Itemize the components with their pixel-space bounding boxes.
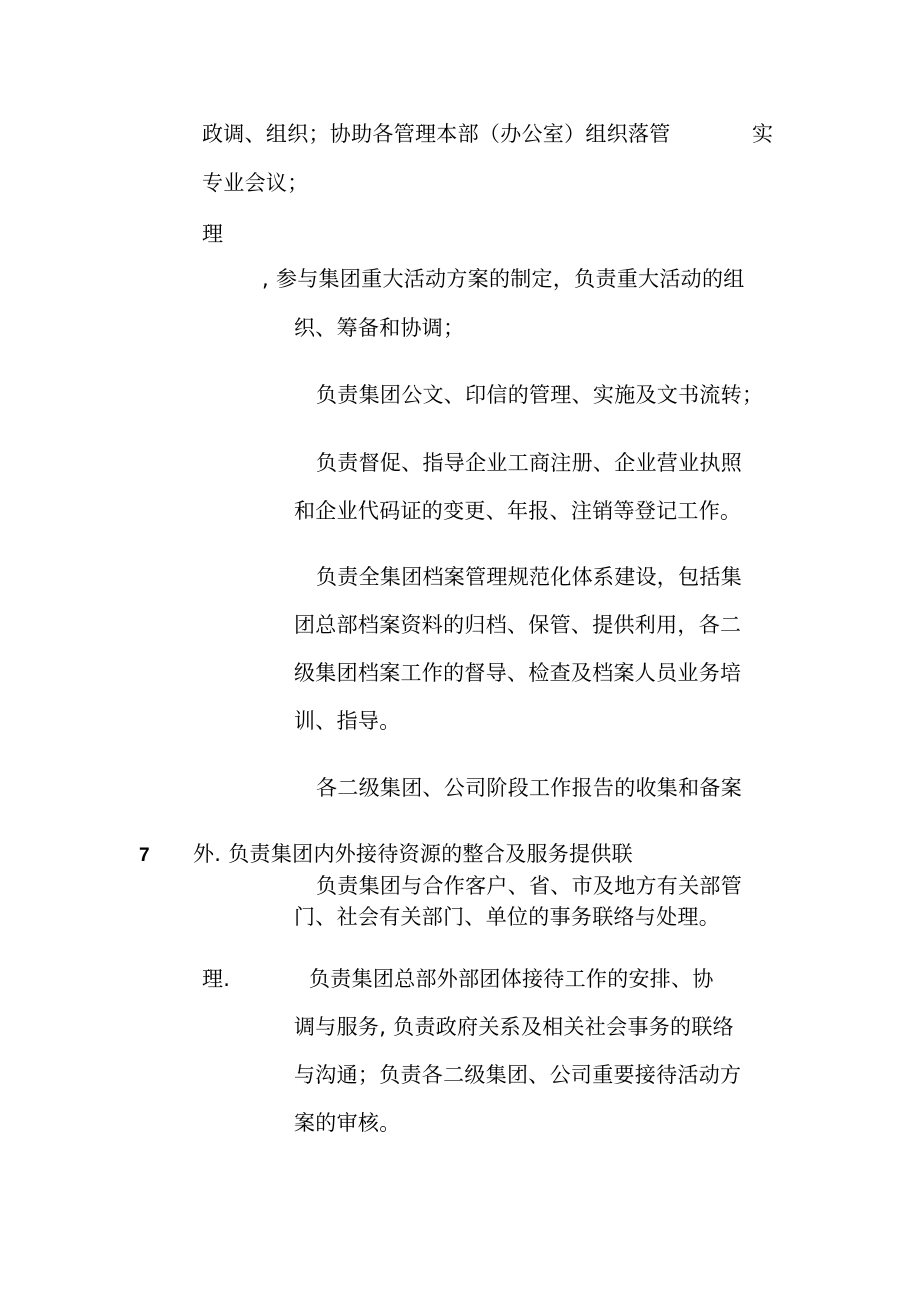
text-line-13: 各二级集团、公司阶段工作报告的收集和备案 <box>316 776 742 800</box>
text-line-17b: 负责集团总部外部团体接待工作的安排、协 <box>309 967 714 991</box>
text-line-4: , 参与集团重大活动方案的制定，负责重大活动的组 <box>262 267 745 291</box>
text-line-12: 训、指导。 <box>294 709 401 733</box>
text-line-18: 调与服务, 负责政府关系及相关社会事务的联络 <box>294 1015 734 1039</box>
text-line-20: 案的审核。 <box>294 1111 401 1135</box>
text-line-17a: 理. <box>202 967 231 991</box>
text-line-14: 外. 负责集团内外接待资源的整合及服务提供联 <box>193 842 633 866</box>
text-line-10: 团总部档案资料的归档、保管、提供利用，各二 <box>294 613 742 637</box>
text-line-8: 和企业代码证的变更、年报、注销等登记工作。 <box>294 499 742 523</box>
text-line-19: 与沟通；负责各二级集团、公司重要接待活动方 <box>294 1063 742 1087</box>
text-line-6: 负责集团公文、印信的管理、实施及文书流转； <box>316 383 764 407</box>
text-line-1a: 政调、组织；协助各管理本部（办公室）组织落管 <box>202 122 671 146</box>
text-line-7: 负责督促、指导企业工商注册、企业营业执照 <box>316 451 742 475</box>
text-line-16: 门、社会有关部门、单位的事务联络与处理。 <box>294 905 720 929</box>
text-line-2: 专业会议； <box>202 171 309 195</box>
text-line-15: 负责集团与合作客户、省、市及地方有关部管 <box>316 874 742 898</box>
text-line-5: 织、筹备和协调； <box>294 316 465 340</box>
text-line-3: 理 <box>202 222 224 246</box>
text-line-11: 级集团档案工作的督导、检查及档案人员业务培 <box>294 661 742 685</box>
section-number: 7 <box>139 845 150 866</box>
text-line-9: 负责全集团档案管理规范化体系建设，包括集 <box>316 565 742 589</box>
text-line-1b: 实 <box>752 122 774 146</box>
